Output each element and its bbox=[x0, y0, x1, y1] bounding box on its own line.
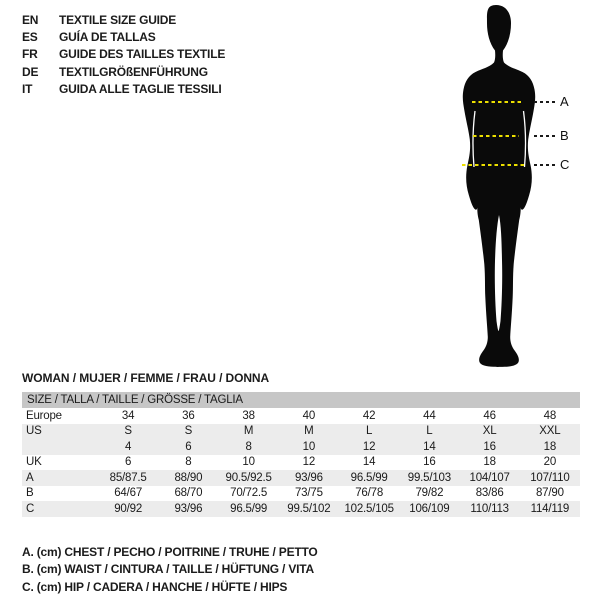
size-cell: 10 bbox=[242, 456, 255, 469]
size-cell: 70/72.5 bbox=[230, 487, 268, 500]
table-row bbox=[22, 455, 580, 471]
waist-measure-line bbox=[473, 135, 519, 137]
table-row bbox=[22, 470, 580, 486]
row-label: UK bbox=[26, 456, 42, 469]
hip-pointer-line bbox=[534, 164, 557, 166]
language-label: TEXTILGRÖßENFÜHRUNG bbox=[59, 64, 208, 79]
language-row bbox=[22, 29, 225, 46]
language-label: GUÍA DE TALLAS bbox=[59, 30, 156, 45]
language-code: IT bbox=[22, 81, 33, 96]
size-cell: 87/90 bbox=[535, 487, 564, 500]
language-row bbox=[22, 46, 225, 63]
size-cell: 106/109 bbox=[409, 502, 450, 515]
size-cell: 10 bbox=[302, 440, 316, 453]
marker-label-a: A bbox=[560, 94, 569, 109]
row-label: A bbox=[26, 471, 34, 484]
size-cell: 6 bbox=[185, 440, 192, 453]
size-table bbox=[22, 392, 580, 517]
size-cell: 83/86 bbox=[475, 487, 504, 500]
size-cell: 79/82 bbox=[415, 487, 444, 500]
size-cell: M bbox=[243, 425, 254, 438]
size-cell: 114/119 bbox=[530, 502, 570, 515]
language-code: ES bbox=[22, 30, 38, 45]
legend-line-chest: A. (cm) CHEST / PECHO / POITRINE / TRUHE / PETTO bbox=[22, 545, 318, 559]
size-cell: 48 bbox=[543, 409, 557, 422]
waist-pointer-line bbox=[534, 135, 557, 137]
size-cell: 18 bbox=[483, 456, 496, 469]
size-cell: 104/107 bbox=[469, 471, 510, 484]
language-row bbox=[22, 64, 225, 81]
size-cell: 93/96 bbox=[174, 502, 203, 515]
chest-pointer-line bbox=[534, 101, 557, 103]
language-code: DE bbox=[22, 64, 39, 79]
size-cell: 99.5/103 bbox=[407, 471, 451, 484]
language-row bbox=[22, 12, 225, 29]
language-label: GUIDA ALLE TAGLIE TESSILI bbox=[59, 81, 222, 96]
size-cell: S bbox=[124, 425, 132, 438]
measure-legend bbox=[22, 544, 318, 596]
row-label: C bbox=[26, 502, 35, 515]
size-cell: 12 bbox=[302, 456, 316, 469]
size-cell: M bbox=[304, 425, 314, 438]
size-cell: 96.5/99 bbox=[230, 502, 268, 515]
size-cell: 68/70 bbox=[174, 487, 203, 500]
table-row bbox=[22, 408, 580, 424]
section-title: WOMAN / MUJER / FEMME / FRAU / DONNA bbox=[22, 371, 270, 385]
marker-label-c: C bbox=[560, 157, 570, 172]
row-label: US bbox=[26, 425, 42, 438]
size-cell: XL bbox=[482, 425, 497, 438]
chest-measure-line bbox=[472, 101, 522, 103]
size-cell: 36 bbox=[182, 409, 195, 422]
size-cell: 46 bbox=[483, 409, 496, 422]
size-cell: 16 bbox=[483, 440, 496, 453]
size-cell: 110/113 bbox=[470, 502, 509, 515]
size-cell: 16 bbox=[423, 456, 436, 469]
size-cell: 14 bbox=[423, 440, 436, 453]
size-cell: 14 bbox=[362, 456, 376, 469]
size-cell: 8 bbox=[185, 456, 192, 469]
size-cell: 85/87.5 bbox=[109, 471, 147, 484]
size-cell: 73/75 bbox=[294, 487, 323, 500]
language-guide bbox=[22, 12, 225, 98]
legend-line-waist: B. (cm) WAIST / CINTURA / TAILLE / HÜFTUNG / VITA bbox=[22, 562, 314, 577]
size-cell: 6 bbox=[125, 456, 132, 469]
size-cell: 99.5/102 bbox=[287, 502, 331, 515]
size-cell: 20 bbox=[543, 456, 557, 469]
size-cell: L bbox=[366, 425, 373, 438]
size-cell: XXL bbox=[539, 425, 561, 438]
size-cell: 88/90 bbox=[174, 471, 203, 484]
table-row bbox=[22, 439, 580, 455]
size-cell: 90.5/92.5 bbox=[225, 471, 272, 484]
size-cell: 42 bbox=[362, 409, 376, 422]
size-table-body bbox=[22, 408, 580, 517]
size-cell: 38 bbox=[242, 409, 255, 422]
table-row bbox=[22, 424, 580, 440]
size-cell: 107/110 bbox=[530, 471, 570, 484]
size-cell: 96.5/99 bbox=[350, 471, 388, 484]
size-cell: 12 bbox=[362, 440, 376, 453]
table-row bbox=[22, 501, 580, 517]
size-cell: 18 bbox=[543, 440, 557, 453]
size-cell: 93/96 bbox=[294, 471, 323, 484]
size-cell: 4 bbox=[125, 440, 132, 453]
language-code: EN bbox=[22, 13, 39, 27]
marker-label-b: B bbox=[560, 128, 569, 143]
size-cell: 44 bbox=[423, 409, 436, 422]
language-label: TEXTILE SIZE GUIDE bbox=[59, 13, 177, 27]
size-cell: 90/92 bbox=[114, 502, 143, 515]
size-cell: 34 bbox=[121, 409, 135, 422]
size-cell: 8 bbox=[245, 440, 252, 453]
legend-line-hip: C. (cm) HIP / CADERA / HANCHE / HÜFTE / HIPS bbox=[22, 579, 288, 594]
table-header: SIZE / TALLA / TAILLE / GRÖSSE / TAGLIA bbox=[22, 392, 580, 408]
size-cell: L bbox=[426, 425, 433, 438]
row-label: B bbox=[26, 487, 34, 500]
size-cell: 64/67 bbox=[114, 487, 143, 500]
language-code: FR bbox=[22, 47, 38, 62]
size-cell: 76/78 bbox=[355, 487, 384, 500]
language-row bbox=[22, 81, 225, 98]
size-cell: S bbox=[184, 425, 193, 438]
hip-measure-line bbox=[462, 164, 525, 166]
size-cell: 102.5/105 bbox=[344, 502, 394, 515]
table-row bbox=[22, 486, 580, 502]
row-label: Europe bbox=[26, 409, 62, 422]
woman-silhouette-icon bbox=[437, 3, 559, 367]
language-label: GUIDE DES TAILLES TEXTILE bbox=[59, 47, 226, 62]
size-cell: 40 bbox=[302, 409, 316, 422]
